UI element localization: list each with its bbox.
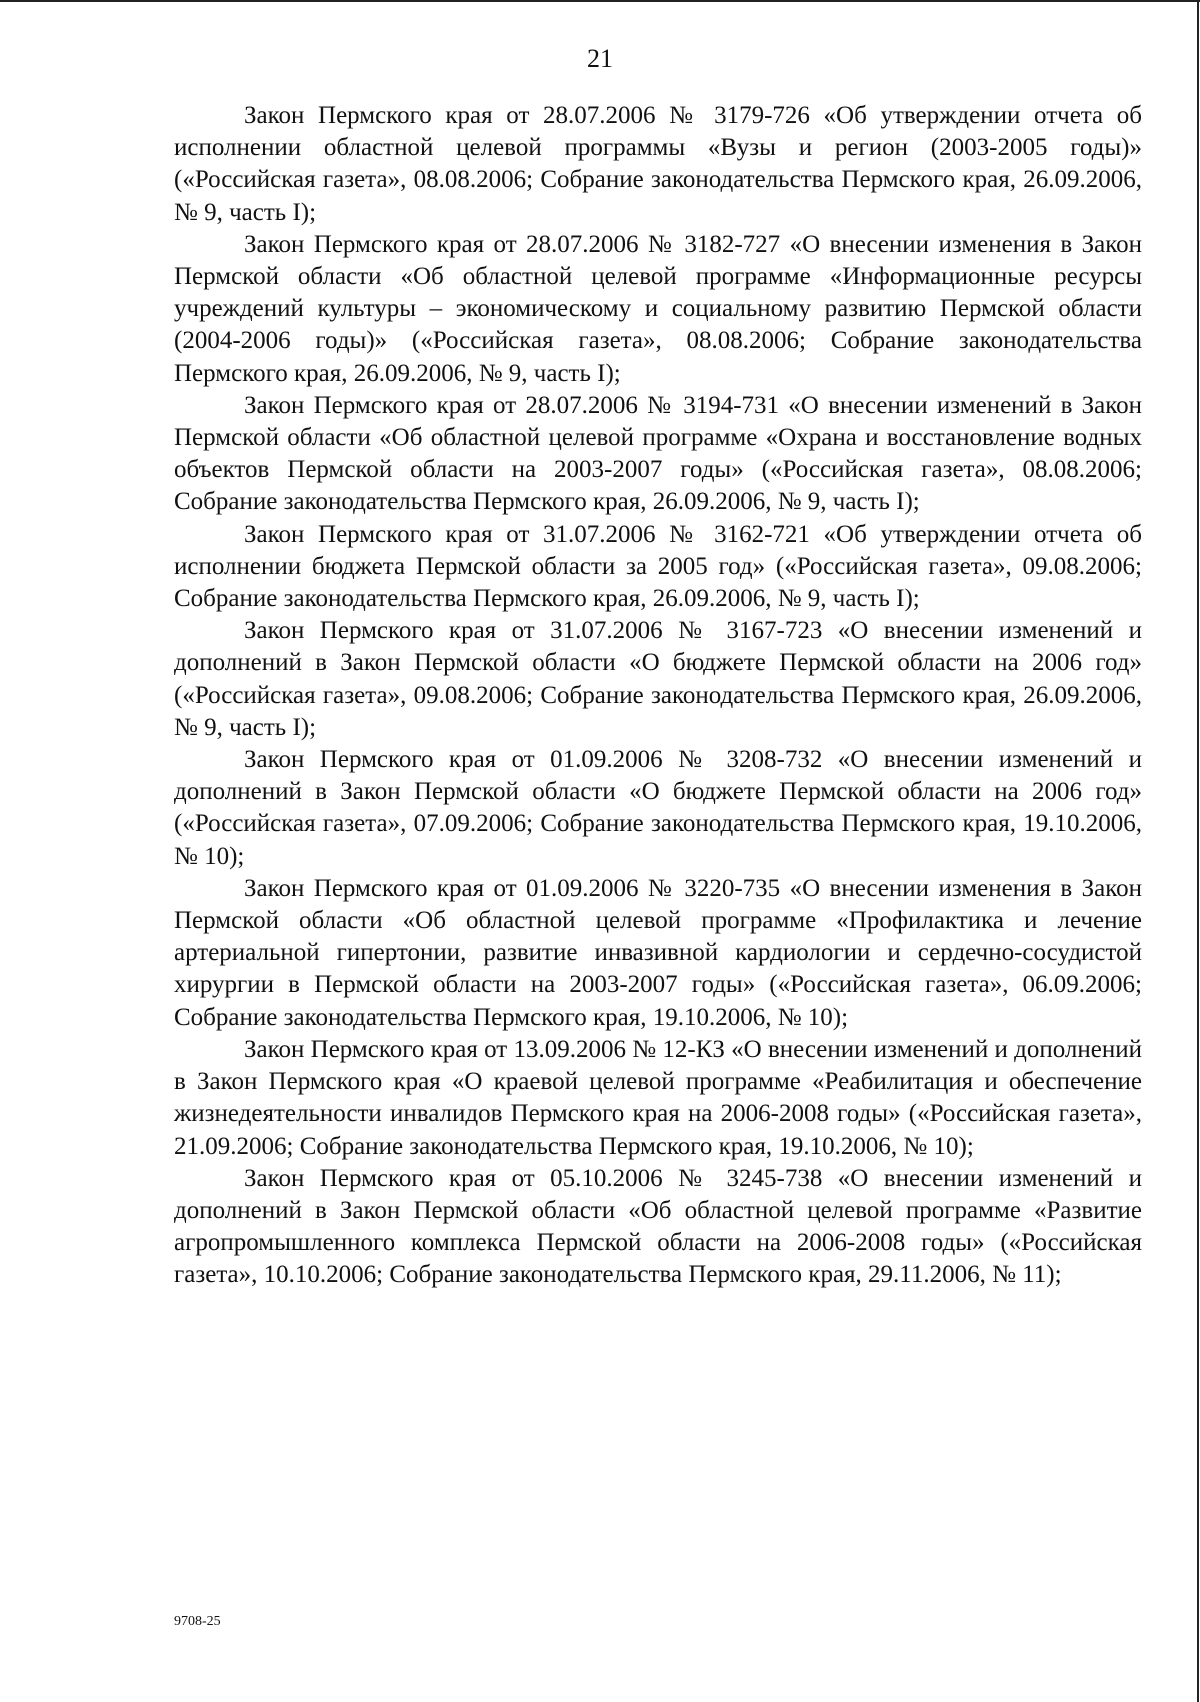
law-entry-paragraph: Закон Пермского края от 31.07.2006 № 3162-721 «Об утверждении отчета об исполнении бюджета Пермской области за 2005 год» («Российская газета», 09.08.2006; Собрание законодательства Пермского края, 26.09.2006, № 9, часть I);: [174, 520, 1142, 613]
law-entry-paragraph: Закон Пермского края от 28.07.2006 № 3194-731 «О внесении изменений в Закон Пермской области «Об областной целевой программе «Охрана и восстановление водных объектов Пермской области на 2003-2007 годы» («Российская газета», 08.08.2006; Собрание законодательства Пермского края, 26.09.2006, № 9, часть I);: [174, 391, 1142, 516]
law-entry-paragraph: Закон Пермского края от 05.10.2006 № 3245-738 «О внесении изменений и дополнений в Закон Пермской области «Об областной целевой программе «Развитие агропромышленного комплекса Пермской области на 2006-2008 годы» («Российская газета», 10.10.2006; Собрание законодательства Пермского края, 29.11.2006, № 11);: [174, 1164, 1142, 1289]
law-entry-paragraph: Закон Пермского края от 01.09.2006 № 3208-732 «О внесении изменений и дополнений в Закон Пермской области «О бюджете Пермской области на 2006 год» («Российская газета», 07.09.2006; Собрание законодательства Пермского края, 19.10.2006, № 10);: [174, 746, 1142, 870]
page-number: 21: [587, 44, 613, 73]
document-code: 9708-25: [174, 1614, 221, 1629]
law-entry-paragraph: Закон Пермского края от 28.07.2006 № 3179-726 «Об утверждении отчета об исполнении областной целевой программы «Вузы и регион (2003-2005 годы)» («Российская газета», 08.08.2006; Собрание законодательства Пермского края, 26.09.2006, № 9, часть I);: [174, 102, 1142, 226]
law-entry-paragraph: Закон Пермского края от 31.07.2006 № 3167-723 «О внесении изменений и дополнений в Закон Пермской области «О бюджете Пермской области на 2006 год» («Российская газета», 09.08.2006; Собрание законодательства Пермского края, 26.09.2006, № 9, часть I);: [174, 617, 1142, 741]
law-entry-paragraph: Закон Пермского края от 28.07.2006 № 3182-727 «О внесении изменения в Закон Пермской области «Об областной целевой программе «Информационные ресурсы учреждений культуры – экономическому и социальному развитию Пермской области (2004-2006 годы)» («Российская газета», 08.08.2006; Собрание законодательства Пермского края, 26.09.2006, № 9, часть I);: [174, 230, 1142, 387]
law-entry-paragraph: Закон Пермского края от 01.09.2006 № 3220-735 «О внесении изменения в Закон Пермской области «Об областной целевой программе «Профилактика и лечение артериальной гипертонии, развитие инвазивной кардиологии и сердечно-сосудистой хирургии в Пермской области на 2003-2007 годы» («Российская газета», 06.09.2006; Собрание законодательства Пермского края, 19.10.2006, № 10);: [174, 874, 1142, 1031]
scan-edge-right: [1197, 0, 1199, 1702]
document-body: [174, 100, 1142, 1292]
scan-edge-top: [0, 0, 1200, 2]
law-entry-paragraph: Закон Пермского края от 13.09.2006 № 12-КЗ «О внесении изменений и дополнений в Закон Пермского края «О краевой целевой программе «Реабилитация и обеспечение жизнедеятельности инвалидов Пермского края на 2006-2008 годы» («Российская газета», 21.09.2006; Собрание законодательства Пермского края, 19.10.2006, № 10);: [174, 1035, 1142, 1160]
